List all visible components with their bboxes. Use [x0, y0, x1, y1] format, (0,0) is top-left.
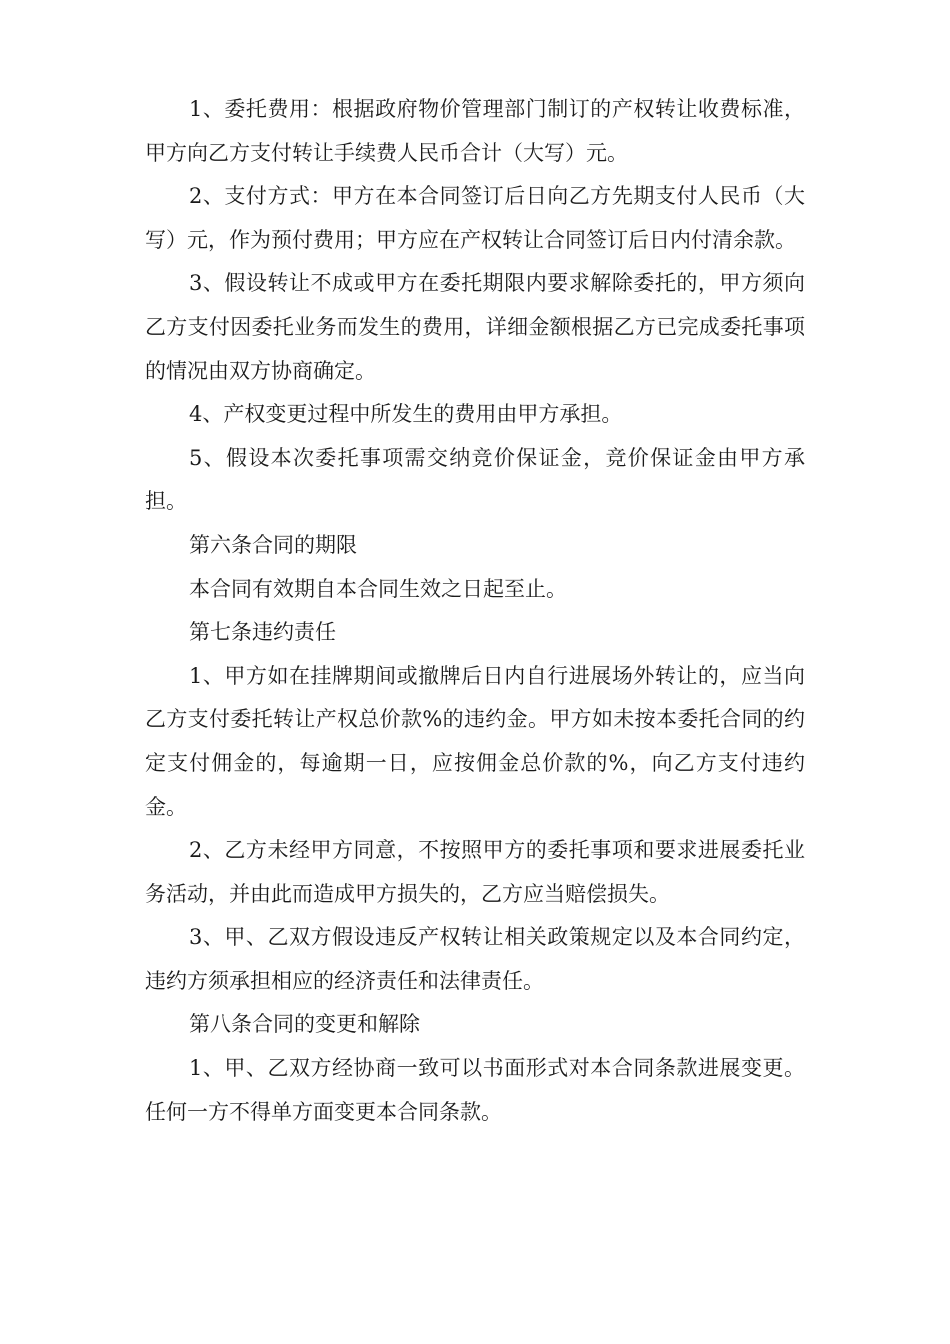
clause-deposit: 5、假设本次委托事项需交纳竞价保证金，竞价保证金由甲方承担。 — [145, 445, 805, 514]
clause-payment-method: 2、支付方式：甲方在本合同签订后日向乙方先期支付人民币（大写）元，作为预付费用；甲方应在产权转让合同签订后日内付清余款。 — [145, 184, 805, 252]
clause-change-cost: 4、产权变更过程中所发生的费用由甲方承担。 — [189, 402, 623, 427]
clause-amendment: 1、甲、乙双方经协商一致可以书面形式对本合同条款进展变更。任何一方不得单方面变更本合同条款。 — [145, 1056, 805, 1124]
section-heading-liability: 第七条违约责任 — [189, 620, 336, 645]
clause-liability-both: 3、甲、乙双方假设违反产权转让相关政策规定以及本合同约定，违约方须承担相应的经济责任和法律责任。 — [145, 925, 805, 993]
clause-cancellation-cost: 3、假设转让不成或甲方在委托期限内要求解除委托的，甲方须向乙方支付因委托业务而发生的费用，详细金额根据乙方已完成委托事项的情况由双方协商确定。 — [145, 271, 805, 383]
clause-fee: 1、委托费用：根据政府物价管理部门制订的产权转让收费标准，甲方向乙方支付转让手续费人民币合计（大写）元。 — [145, 97, 805, 165]
clause-liability-party-b: 2、乙方未经甲方同意，不按照甲方的委托事项和要求进展委托业务活动，并由此而造成甲方损失的，乙方应当赔偿损失。 — [145, 838, 805, 906]
clause-term: 本合同有效期自本合同生效之日起至止。 — [189, 576, 567, 601]
clause-liability-party-a: 1、甲方如在挂牌期间或撤牌后日内自行进展场外转让的，应当向乙方支付委托转让产权总价款%的违约金。甲方如未按本委托合同的约定支付佣金的，每逾期一日，应按佣金总价款的%，向乙方支付违约金。 — [145, 663, 805, 819]
section-heading-term: 第六条合同的期限 — [189, 532, 357, 557]
document-body — [145, 88, 805, 1134]
section-heading-amendment: 第八条合同的变更和解除 — [189, 1012, 420, 1037]
